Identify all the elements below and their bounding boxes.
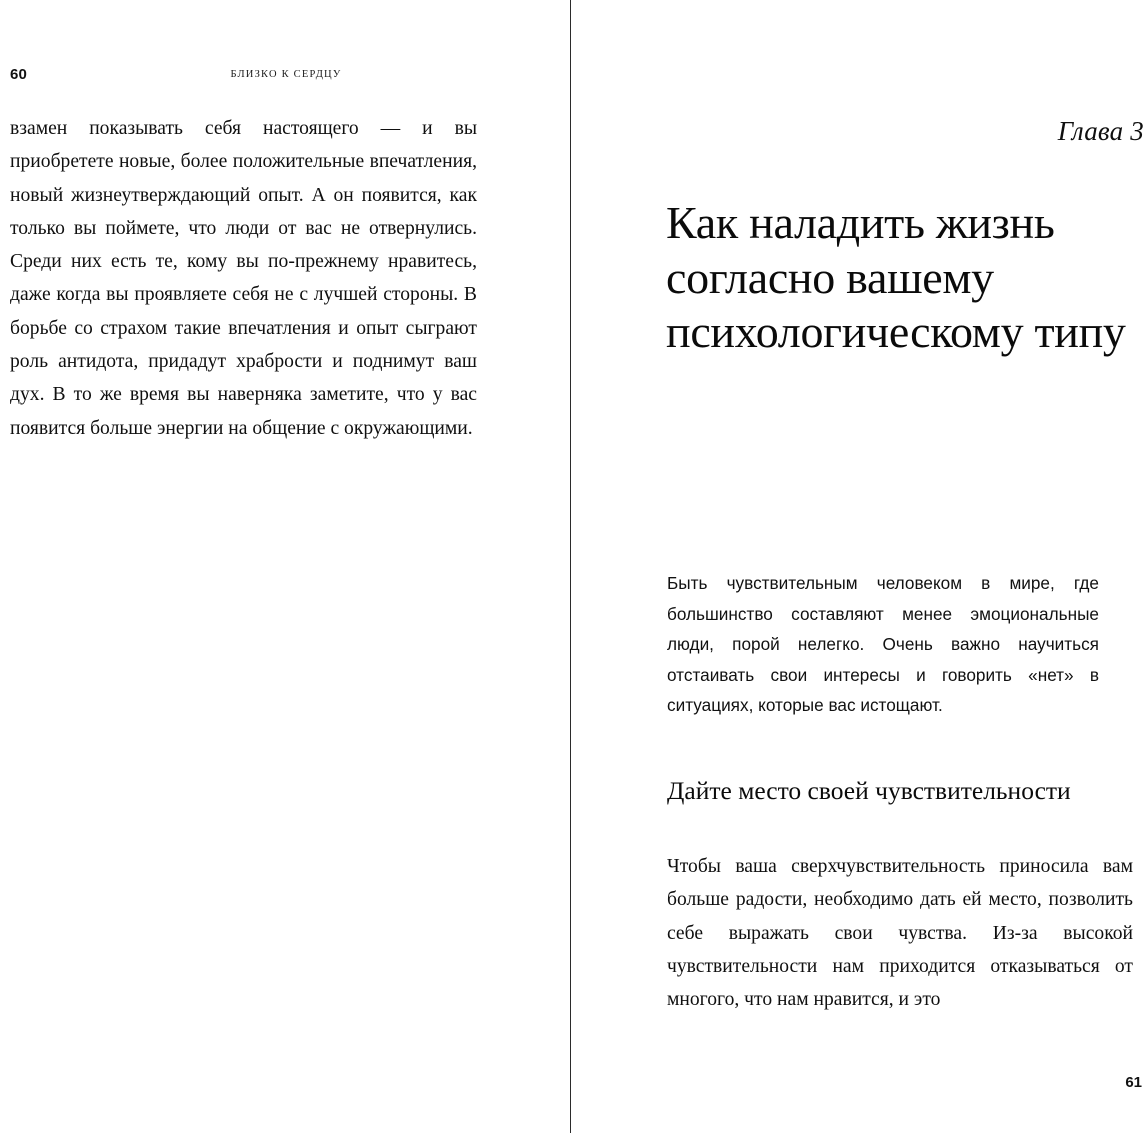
chapter-label: Глава 3 (1057, 116, 1144, 146)
page-number-right: 61 (1125, 1074, 1142, 1091)
section-heading: Дайте место своей чувствительности (667, 776, 1071, 805)
page-number-left: 60 (10, 66, 28, 83)
right-page (571, 0, 1146, 1133)
body-paragraph: взамен показывать себя настоящего — и вы приобретете новые, более положительные впечатления, новый жизнеутверждающий опыт. А он появится, как только вы поймете, что люди от вас не отвернулись. Среди них есть те, кому вы по-прежнему нравитесь, даже когда вы проявляете себя не с лучшей стороны. В борьбе со страхом такие впечатления и опыт сыграют роль антидота, придадут храбрости и поднимут ваш дух. В то же время вы наверняка заметите, что у вас появится больше энергии на общение с окружающими. (10, 118, 477, 439)
section-body: Чтобы ваша сверхчувствительность приносила вам больше радости, необходимо дать ей место, позволить себе выражать свои чувства. Из-за высокой чувствительности нам приходится отказываться от многого, что нам нравится, и это (667, 856, 1133, 1011)
chapter-intro: Быть чувствительным человеком в мире, где большинство составляют менее эмоциональные люди, порой нелегко. Очень важно научиться отстаивать свои интересы и говорить «нет» в ситуациях, которые вас истощают. (667, 573, 1099, 715)
left-page-header (10, 66, 534, 86)
left-page-body (10, 112, 477, 445)
running-head: БЛИЗКО К СЕРДЦУ (230, 69, 342, 80)
left-page (0, 0, 570, 1133)
chapter-title: Как наладить жизнь согласно вашему психологическому типу (666, 197, 1126, 357)
